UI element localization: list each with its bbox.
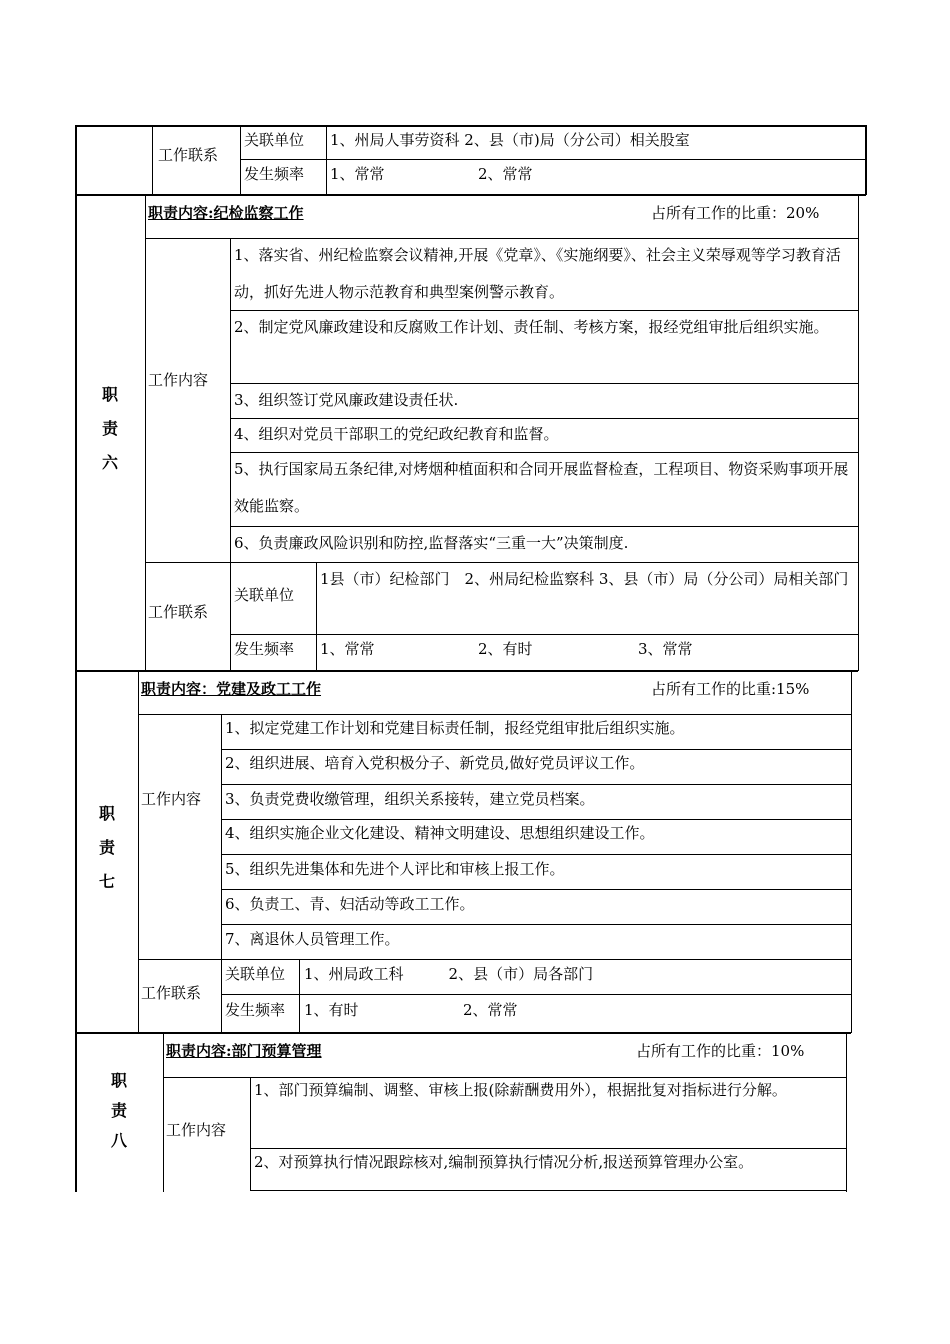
duty7-item: 4、组织实施企业文化建设、精神文明建设、思想组织建设工作。 <box>225 824 655 842</box>
duty8-weight: 占所有工作的比重：10% <box>636 1042 805 1060</box>
duty6-item: 2、制定党风廉政建设和反腐败工作计划、责任制、考核方案，报经党组审批后组织实施。 <box>234 318 829 336</box>
duty6-related-units-label: 关联单位 <box>234 586 295 604</box>
duty7-related-units-label: 关联单位 <box>225 965 286 983</box>
duty7-frequency-label: 发生频率 <box>225 1001 286 1019</box>
duty6-weight: 占所有工作的比重：20% <box>651 204 820 222</box>
duty7-weight: 占所有工作的比重:15% <box>651 680 810 698</box>
duty6-side-label: 职 责 六 <box>101 385 118 472</box>
duty6-item: 4、组织对党员干部职工的党纪政纪教育和监督。 <box>234 425 559 443</box>
top-frequency-label: 发生频率 <box>244 165 305 183</box>
duty7-item: 3、负责党费收缴管理，组织关系接转，建立党员档案。 <box>225 790 595 808</box>
top-frequency-item: 2、常常 <box>478 165 533 183</box>
duty6-content-label: 工作内容 <box>148 371 209 389</box>
duty8-content-label: 工作内容 <box>166 1121 227 1139</box>
top-frequency-item: 1、常常 <box>330 165 385 183</box>
duty7-content-label: 工作内容 <box>141 790 202 808</box>
duty6-related-units-text: 1县（市）纪检部门 2、州局纪检监察科 3、县（市）局（分公司）局相关部门 <box>320 570 849 588</box>
duty6-frequency-item: 2、有时 <box>478 640 533 658</box>
duty7-item: 1、拟定党建工作计划和党建目标责任制，报经党组审批后组织实施。 <box>225 719 685 737</box>
duty6-frequency-item: 3、常常 <box>638 640 693 658</box>
duty6-title: 职责内容:纪检监察工作 <box>148 204 304 222</box>
duty6-item: 5、执行国家局五条纪律,对烤烟种植面积和合同开展监督检查，工程项目、物资采购事项开展效能监察。 <box>234 460 849 515</box>
duty7-item: 5、组织先进集体和先进个人评比和审核上报工作。 <box>225 860 565 878</box>
duty6-item: 3、组织签订党风廉政建设责任状. <box>234 391 459 409</box>
duty8-side-label: 职 责 八 <box>110 1071 127 1150</box>
top-related-units-text: 1、州局人事劳资科 2、县（市)局（分公司）相关股室 <box>330 131 690 149</box>
duty7-item: 6、负责工、青、妇活动等政工工作。 <box>225 895 475 913</box>
duty6-frequency-label: 发生频率 <box>234 640 295 658</box>
duty7-item: 2、组织进展、培育入党积极分子、新党员,做好党员评议工作。 <box>225 754 645 772</box>
duty6-contact-label: 工作联系 <box>148 603 209 621</box>
duty6-frequency-item: 1、常常 <box>320 640 375 658</box>
duty7-frequency-item: 1、有时 <box>304 1001 359 1019</box>
duty6-item: 1、落实省、州纪检监察会议精神,开展《党章》、《实施纲要》、社会主义荣辱观等学习教育活动，抓好先进人物示范教育和典型案例警示教育。 <box>234 246 841 301</box>
duty8-item: 2、对预算执行情况跟踪核对,编制预算执行情况分析,报送预算管理办公室。 <box>254 1153 754 1171</box>
duty8-item: 1、部门预算编制、调整、审核上报(除薪酬费用外），根据批复对指标进行分解。 <box>254 1081 787 1099</box>
duty8-title: 职责内容:部门预算管理 <box>166 1042 322 1060</box>
duty7-related-units-text: 1、州局政工科 2、县（市）局各部门 <box>304 965 594 983</box>
top-contact-label: 工作联系 <box>158 146 219 164</box>
top-related-units-label: 关联单位 <box>244 131 305 149</box>
duty7-item: 7、离退休人员管理工作。 <box>225 930 400 948</box>
duty7-frequency-item: 2、常常 <box>463 1001 518 1019</box>
duty7-side-label: 职 责 七 <box>98 804 115 891</box>
duty7-contact-label: 工作联系 <box>141 984 202 1002</box>
duty6-item: 6、负责廉政风险识别和防控,监督落实“三重一大”决策制度. <box>234 534 629 552</box>
duty7-title: 职责内容：党建及政工工作 <box>141 680 322 698</box>
